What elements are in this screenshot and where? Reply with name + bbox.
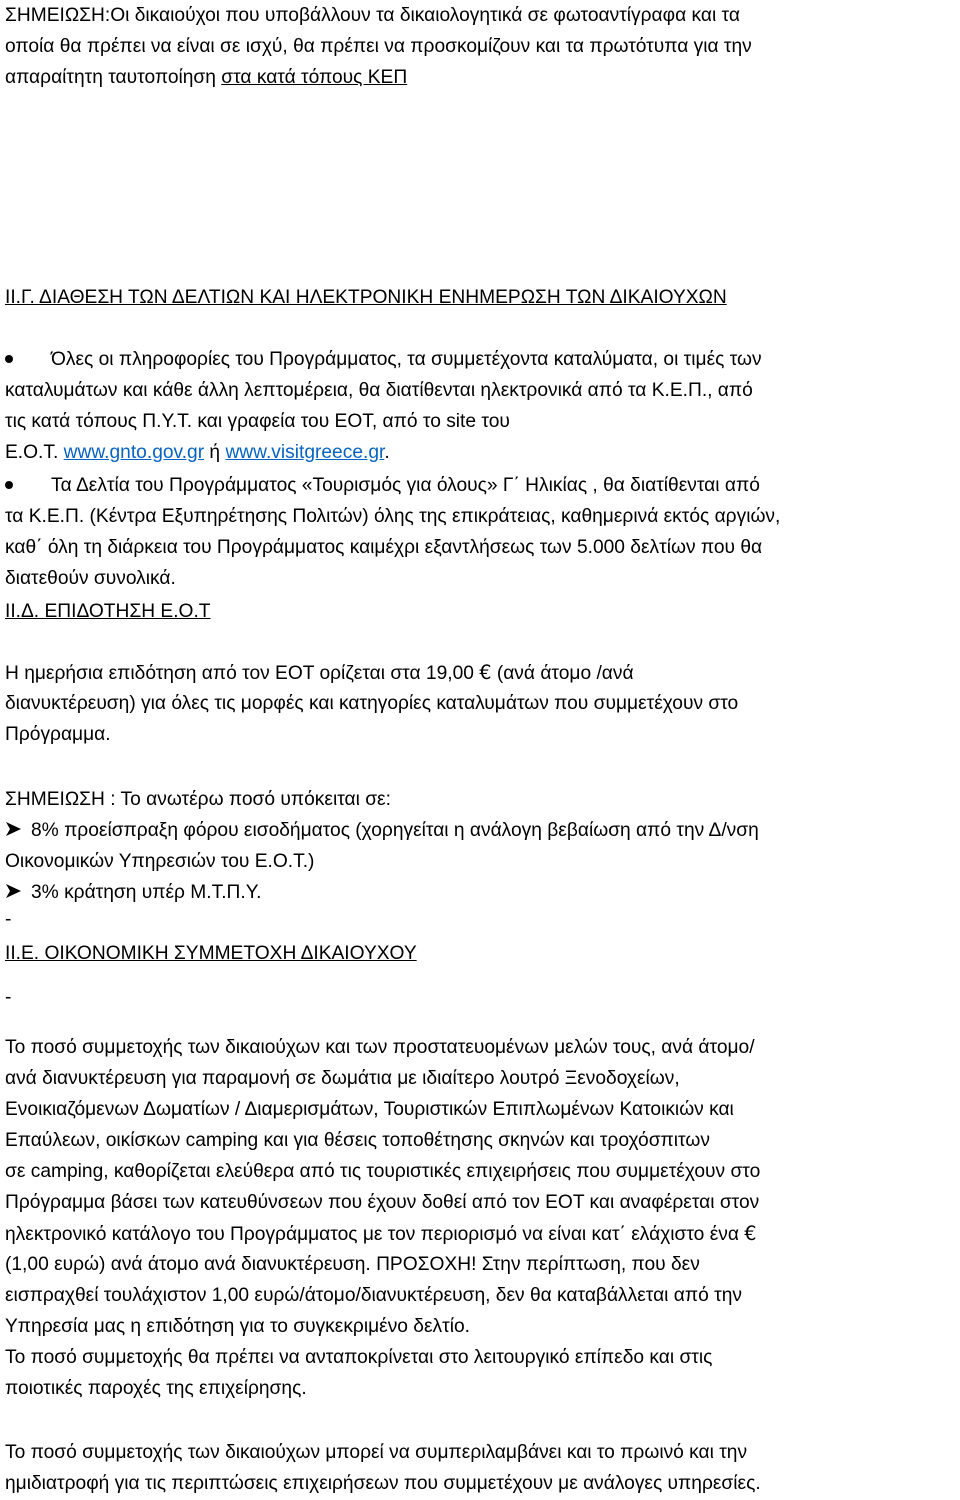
text-line xyxy=(5,657,957,688)
subsidy-paragraph xyxy=(5,657,957,750)
text-line: (1,00 ευρώ) ανά άτομο ανά διανυκτέρευση. ΠΡΟΣΟΧΗ! Στην περίπτωση, που δεν xyxy=(5,1254,700,1275)
final-paragraph xyxy=(5,1437,957,1499)
text-line xyxy=(5,815,957,846)
text-line xyxy=(5,344,957,375)
text-line: Το ποσό συμμετοχής των δικαιούχων μπορεί να συμπεριλαμβάνει και το πρωινό και την xyxy=(5,1442,748,1463)
text-line: ΣΗΜΕΙΩΣΗ:Οι δικαιούχοι που υποβάλλουν τα δικαιολογητικά σε φωτοαντίγραφα και τα xyxy=(5,5,740,26)
arrow-bullet-icon xyxy=(5,882,23,900)
text-span: ηλεκτρονικό κατάλογο του Προγράμματος με τον περιορισμό να είναι κατ΄ ελάχιστο ένα xyxy=(5,1224,745,1245)
bullet-icon xyxy=(5,481,13,489)
text-span: Ε.Ο.Τ. xyxy=(5,442,64,463)
text-line: Πρόγραμμα. xyxy=(5,724,111,745)
text-line: εισπραχθεί τουλάχιστον 1,00 ευρώ/άτομο/διανυκτέρευση, δεν θα καταβάλλεται από την xyxy=(5,1285,742,1306)
text-line: Οικονομικών Υπηρεσιών του Ε.Ο.Τ.) xyxy=(5,851,315,872)
text-line: διανυκτέρευση) για όλες τις μορφές και κατηγορίες καταλυμάτων που συμμετέχουν στο xyxy=(5,693,739,714)
text-span: Τα Δελτία του Προγράμματος «Τουρισμός για όλους» Γ΄ Ηλικίας , θα διατίθενται από xyxy=(51,475,760,496)
text-line: Ενοικιαζόμενων Δωματίων / Διαμερισμάτων, Τουριστικών Επιπλωμένων Κατοικιών και xyxy=(5,1099,734,1120)
text-line: καταλυμάτων και κάθε άλλη λεπτομέρεια, θα διατίθενται ηλεκτρονικά από τα Κ.Ε.Π., από xyxy=(5,380,753,401)
text-line: ανά διανυκτέρευση για παραμονή σε δωμάτια με ιδιαίτερο λουτρό Ξενοδοχείων, xyxy=(5,1068,680,1089)
participation-paragraph xyxy=(5,1032,957,1404)
text-span: απαραίτητη ταυτοποίηση xyxy=(5,67,222,88)
bullet-item-1 xyxy=(5,344,957,468)
note-top xyxy=(5,0,752,93)
text-line xyxy=(5,62,752,93)
note-2-title: ΣΗΜΕΙΩΣΗ : Το ανωτέρω ποσό υπόκειται σε: xyxy=(5,789,391,810)
euro-symbol: € xyxy=(744,1222,757,1245)
kep-underlined-text: στα κατά τόπους ΚΕΠ xyxy=(221,67,408,88)
text-line: Υπηρεσία μας η επιδότηση για το συγκεκριμένο δελτίο. xyxy=(5,1316,470,1337)
text-line xyxy=(5,437,957,468)
gnto-link[interactable]: www.gnto.gov.gr xyxy=(63,442,205,463)
dash-mark: - xyxy=(5,909,12,930)
text-span: Όλες οι πληροφορίες του Προγράμματος, τα συμμετέχοντα καταλύματα, οι τιμές των xyxy=(51,349,762,370)
text-line: διατεθούν συνολικά. xyxy=(5,568,176,589)
text-line xyxy=(5,470,957,501)
dash-mark: - xyxy=(5,987,12,1008)
section-e-title: ΙΙ.Ε. ΟΙΚΟΝΟΜΙΚΗ ΣΥΜΜΕΤΟΧΗ ΔΙΚΑΙΟΥΧΟΥ xyxy=(5,943,417,964)
text-line: οποία θα πρέπει να είναι σε ισχύ, θα πρέπει να προσκομίζουν και τα πρωτότυπα για την xyxy=(5,36,752,57)
visitgreece-link[interactable]: www.visitgreece.gr xyxy=(225,442,385,463)
text-line xyxy=(5,1218,957,1249)
text-line: Πρόγραμμα βάσει των κατευθύνσεων που έχουν δοθεί από τον ΕΟΤ και αναφέρεται στον xyxy=(5,1192,760,1213)
text-line: ποιοτικές παροχές της επιχείρησης. xyxy=(5,1378,307,1399)
text-line: Το ποσό συμμετοχής των δικαιούχων και των προστατευομένων μελών τους, ανά άτομο/ xyxy=(5,1037,755,1058)
bullet-icon xyxy=(5,355,13,363)
text-line: σε camping, καθορίζεται ελεύθερα από τις τουριστικές επιχειρήσεις που συμμετέχουν στο xyxy=(5,1161,761,1182)
text-line: τα Κ.Ε.Π. (Κέντρα Εξυπηρέτησης Πολιτών) όλης της επικράτειας, καθημερινά εκτός αργιών, xyxy=(5,506,781,527)
text-line: τις κατά τόπους Π.Υ.Τ. και γραφεία του ΕΟΤ, από το site του xyxy=(5,411,510,432)
text-span: 8% προείσπραξη φόρου εισοδήματος (χορηγείται η ανάλογη βεβαίωση από την Δ/νση xyxy=(31,820,759,841)
arrow-bullet-icon xyxy=(5,820,23,838)
text-line xyxy=(5,877,957,908)
note-2 xyxy=(5,784,957,908)
text-span: Η ημερήσια επιδότηση από τον ΕΟΤ ορίζεται στα 19,00 xyxy=(5,663,480,684)
text-line: καθ΄ όλη τη διάρκεια του Προγράμματος καιμέχρι εξαντλήσεως των 5.000 δελτίων που θα xyxy=(5,537,763,558)
text-span: . xyxy=(384,442,390,463)
text-line: ημιδιατροφή για τις περιπτώσεις επιχειρήσεων που συμμετέχουν με ανάλογες υπηρεσίες. xyxy=(5,1473,761,1494)
section-g-title: ΙΙ.Γ. ΔΙΑΘΕΣΗ ΤΩΝ ΔΕΛΤΙΩΝ ΚΑΙ ΗΛΕΚΤΡΟΝΙΚΗ ΕΝΗΜΕΡΩΣΗ ΤΩΝ ΔΙΚΑΙΟΥΧΩΝ xyxy=(5,287,727,308)
text-line: Επαύλεων, οικίσκων camping και για θέσεις τοποθέτησης σκηνών και τροχόσπιτων xyxy=(5,1130,710,1151)
text-span: ή xyxy=(204,442,226,463)
section-d-title: ΙΙ.Δ. ΕΠΙΔΟΤΗΣΗ Ε.Ο.Τ xyxy=(5,601,211,622)
text-line: Το ποσό συμμετοχής θα πρέπει να ανταποκρίνεται στο λειτουργικό επίπεδο και στις xyxy=(5,1347,713,1368)
euro-symbol: € xyxy=(479,661,492,684)
bullet-item-2 xyxy=(5,470,957,594)
text-span: 3% κράτηση υπέρ Μ.Τ.Π.Υ. xyxy=(31,882,262,903)
text-span: (ανά άτομο /ανά xyxy=(491,663,634,684)
